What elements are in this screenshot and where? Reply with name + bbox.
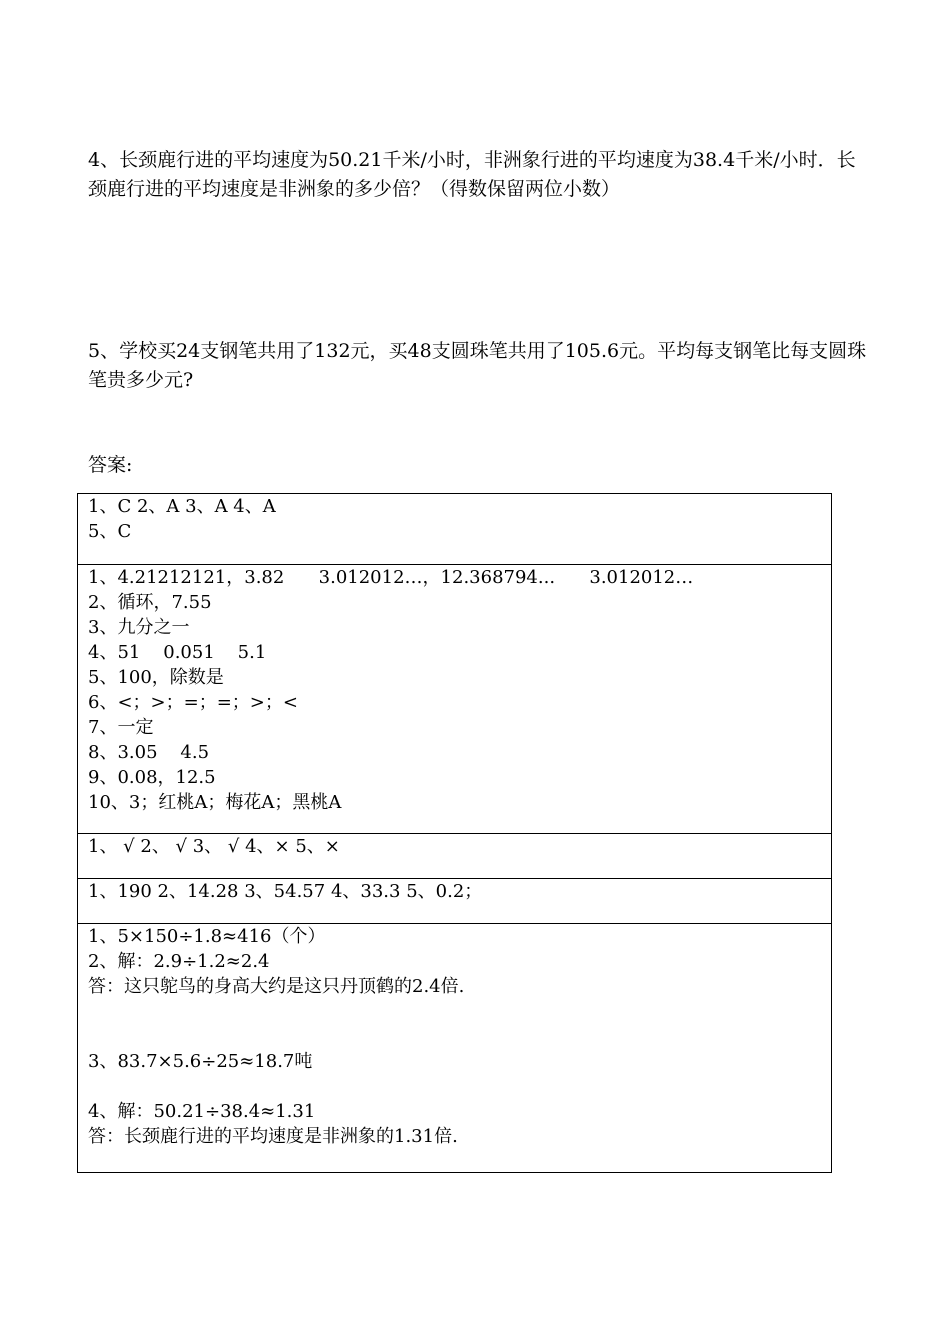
answer-line: 3、九分之一 <box>88 617 190 638</box>
answer-row-choice <box>78 494 832 565</box>
answer-line: 1、 √ 2、 √ 3、 √ 4、× 5、× <box>88 836 340 857</box>
question-4: 4、长颈鹿行进的平均速度为50.21千米/小时，非洲象行进的平均速度为38.4千米/小时．长颈鹿行进的平均速度是非洲象的多少倍？（得数保留两位小数） <box>88 149 856 200</box>
answer-row-fill <box>78 565 832 834</box>
answer-table <box>77 493 832 1173</box>
answer-cell-choice <box>78 494 832 565</box>
answer-line: 1、C 2、A 3、A 4、A <box>88 496 276 517</box>
answer-line: 2、循环，7.55 <box>88 592 212 613</box>
answer-line: 4、51 0.051 5.1 <box>88 642 267 663</box>
answer-row-solve <box>78 924 832 1173</box>
answer-heading: 答案: <box>88 454 133 476</box>
answer-line: 2、解：2.9÷1.2≈2.4 <box>88 951 270 972</box>
answer-line: 答：长颈鹿行进的平均速度是非洲象的1.31倍. <box>88 1126 458 1147</box>
answer-line: 5、100，除数是 <box>88 667 224 688</box>
answer-cell-solve <box>78 924 832 1173</box>
answer-line: 9、0.08，12.5 <box>88 767 216 788</box>
blank-line <box>88 999 831 1024</box>
answer-line: 1、4.21212121，3.82 3.012012…，12.368794... 3.012012… <box>88 567 694 588</box>
question-5: 5、学校买24支钢笔共用了132元，买48支圆珠笔共用了105.6元。平均每支钢笔比每支圆珠笔贵多少元? <box>88 340 867 391</box>
answer-line: 10、3；红桃A；梅花A；黑桃A <box>88 792 342 813</box>
answer-line: 3、83.7×5.6÷25≈18.7吨 <box>88 1051 313 1072</box>
answer-line: 8、3.05 4.5 <box>88 742 210 763</box>
answer-line: 6、<；>；=；=；>；< <box>88 692 298 713</box>
answer-line: 1、5×150÷1.8≈416（个） <box>88 926 326 947</box>
answer-line: 4、解：50.21÷38.4≈1.31 <box>88 1101 316 1122</box>
answer-row-judge <box>78 834 832 879</box>
answer-cell-judge <box>78 834 832 879</box>
answer-cell-calc <box>78 879 832 924</box>
answer-cell-fill <box>78 565 832 834</box>
blank-line <box>88 1074 831 1099</box>
answer-line: 7、一定 <box>88 717 154 738</box>
blank-line <box>88 1024 831 1049</box>
answer-line: 5、C <box>88 521 132 542</box>
answer-row-calc <box>78 879 832 924</box>
answer-line: 答：这只鸵鸟的身高大约是这只丹顶鹤的2.4倍. <box>88 976 465 997</box>
answer-line: 1、190 2、14.28 3、54.57 4、33.3 5、0.2； <box>88 881 483 902</box>
